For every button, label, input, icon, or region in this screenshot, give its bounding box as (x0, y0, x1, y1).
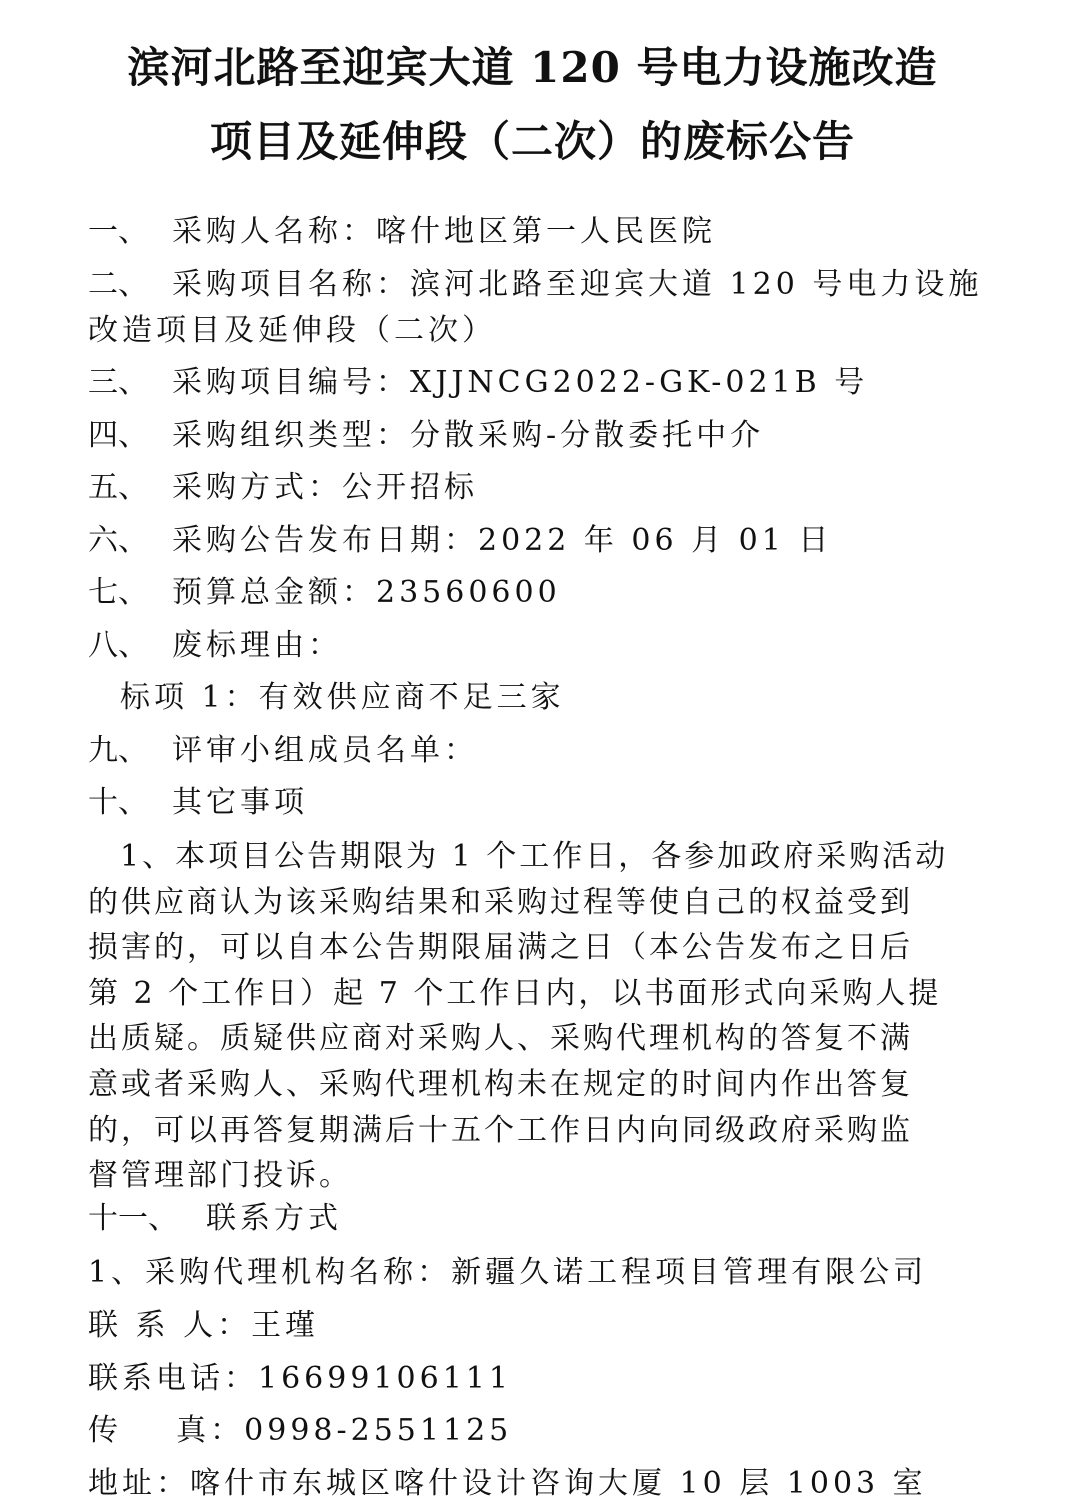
item-project-name (88, 265, 982, 305)
item-number: 六、 (88, 523, 148, 558)
item-organization-type (88, 416, 764, 456)
notice-paragraph (88, 834, 988, 1199)
notice-line: 督管理部门投诉。 (88, 1158, 352, 1194)
item-text: 采购人名称：喀什地区第一人民医院 (172, 214, 716, 249)
item-number: 八、 (88, 628, 148, 663)
notice-line: 损害的，可以自本公告期限届满之日（本公告发布之日后 (88, 930, 913, 966)
item-purchaser (88, 212, 716, 252)
item-contact (88, 1199, 342, 1239)
item-abolish-reason (88, 626, 342, 666)
item-text: 预算总金额：23560600 (172, 575, 561, 610)
item-number: 三、 (88, 365, 148, 400)
item-text: 采购方式：公开招标 (172, 470, 478, 505)
item-text: 采购公告发布日期：2022 年 06 月 01 日 (172, 523, 833, 558)
notice-line: 1、本项目公告期限为 1 个工作日，各参加政府采购活动 (120, 839, 949, 874)
item-number: 七、 (88, 575, 148, 610)
item-number: 五、 (88, 470, 148, 505)
item-publish-date (88, 521, 832, 561)
item-text: 评审小组成员名单： (172, 733, 478, 768)
item-text: 采购项目编号：XJJNCG2022-GK-021B 号 (172, 365, 869, 400)
document-title-line-1: 滨河北路至迎宾大道 120 号电力设施改造 (127, 43, 938, 92)
item-purchase-method (88, 468, 478, 508)
item-review-panel (88, 731, 478, 771)
item-text: 采购项目名称：滨河北路至迎宾大道 120 号电力设施 (172, 267, 983, 302)
item-project-number (88, 363, 868, 403)
item-number: 二、 (88, 267, 148, 302)
abolish-reason-text: 标项 1：有效供应商不足三家 (120, 680, 565, 715)
contact-person: 联 系 人：王瑾 (88, 1308, 320, 1343)
contact-fax: 传 真：0998-2551125 (88, 1413, 513, 1448)
item-text: 联系方式 (206, 1201, 342, 1236)
contact-phone: 联系电话：16699106111 (88, 1361, 512, 1396)
contact-agency: 1、采购代理机构名称：新疆久诺工程项目管理有限公司 (88, 1255, 928, 1290)
item-number: 十、 (88, 785, 148, 820)
item-text: 采购组织类型：分散采购-分散委托中介 (172, 418, 765, 453)
item-number: 九、 (88, 733, 148, 768)
contact-address: 地址：喀什市东城区喀什设计咨询大厦 10 层 1003 室 (88, 1466, 927, 1501)
item-project-name-continued: 改造项目及延伸段（二次） (88, 313, 496, 348)
notice-line: 第 2 个工作日）起 7 个工作日内，以书面形式向采购人提 (88, 975, 942, 1011)
item-number: 四、 (88, 418, 148, 453)
document-title-line-2: 项目及延伸段（二次）的废标公告 (209, 117, 855, 166)
notice-line: 出质疑。质疑供应商对采购人、采购代理机构的答复不满 (88, 1021, 913, 1057)
item-budget (88, 573, 561, 613)
item-number: 一、 (88, 214, 148, 249)
notice-line: 的，可以再答复期满后十五个工作日内向同级政府采购监 (88, 1112, 913, 1148)
item-number: 十一、 (88, 1201, 178, 1236)
item-text: 废标理由： (172, 628, 342, 663)
notice-line: 意或者采购人、采购代理机构未在规定的时间内作出答复 (88, 1066, 913, 1102)
item-other-matters (88, 783, 308, 823)
notice-line: 的供应商认为该采购结果和采购过程等使自己的权益受到 (88, 884, 913, 920)
item-text: 其它事项 (172, 785, 308, 820)
